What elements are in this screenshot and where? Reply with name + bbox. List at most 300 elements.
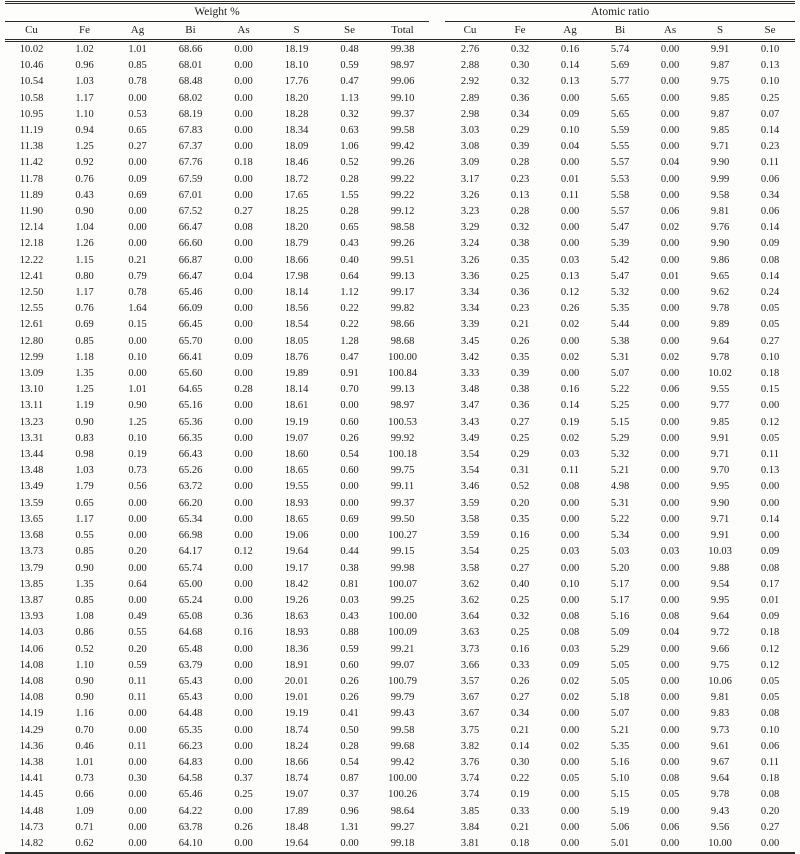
value-cell: 0.25 (510, 546, 530, 558)
value-cell: 18.24 (284, 740, 309, 752)
column-gap (429, 463, 445, 479)
value-cell: 18.14 (284, 384, 309, 396)
value-cell: 19.07 (284, 789, 309, 801)
value-cell: 0.08 (760, 708, 780, 720)
value-cell: 0.24 (760, 287, 780, 299)
value-cell: 0.13 (560, 270, 580, 282)
table-row (5, 74, 795, 90)
value-cell: 9.90 (710, 497, 730, 509)
value-cell: 100.26 (388, 789, 417, 801)
value-cell: 0.56 (128, 481, 147, 493)
table-row (5, 463, 795, 479)
value-cell: 0.55 (75, 530, 94, 542)
value-cell: 0.00 (128, 562, 147, 574)
column-gap (429, 398, 445, 414)
value-cell: 0.08 (234, 222, 253, 234)
value-cell: 3.54 (460, 546, 480, 558)
table-row (5, 204, 795, 220)
value-cell: 3.64 (460, 611, 480, 623)
value-cell: 0.00 (128, 821, 147, 833)
column-gap (429, 609, 445, 625)
value-cell: 0.09 (128, 173, 147, 185)
value-cell: 13.48 (19, 465, 44, 477)
value-cell: 0.53 (128, 108, 147, 120)
value-cell: 0.25 (510, 627, 530, 639)
value-cell: 99.22 (390, 173, 415, 185)
value-cell: 0.76 (75, 173, 94, 185)
value-cell: 66.98 (178, 530, 203, 542)
value-cell: 0.04 (660, 627, 680, 639)
table-row (5, 512, 795, 528)
value-cell: 64.65 (178, 384, 203, 396)
value-cell: 19.64 (284, 837, 309, 849)
value-cell: 3.23 (460, 206, 480, 218)
value-cell: 99.75 (390, 465, 415, 477)
col-weight-fe: Fe (58, 22, 111, 41)
value-cell: 9.75 (710, 659, 730, 671)
value-cell: 1.79 (75, 481, 94, 493)
value-cell: 0.11 (128, 692, 147, 704)
value-cell: 2.89 (460, 92, 480, 104)
value-cell: 10.06 (708, 675, 732, 687)
value-cell: 0.03 (560, 449, 580, 461)
value-cell: 18.93 (284, 497, 309, 509)
value-cell: 0.01 (660, 270, 680, 282)
value-cell: 9.87 (710, 108, 730, 120)
value-cell: 0.00 (340, 481, 359, 493)
value-cell: 1.64 (128, 303, 147, 315)
value-cell: 14.36 (19, 740, 44, 752)
value-cell: 0.02 (660, 351, 680, 363)
value-cell: 68.02 (178, 92, 203, 104)
value-cell: 0.00 (660, 513, 680, 525)
table-row (5, 561, 795, 577)
col-atomic-s: S (695, 22, 745, 41)
value-cell: 65.34 (178, 513, 203, 525)
value-cell: 0.43 (75, 189, 94, 201)
value-cell: 0.00 (560, 368, 580, 380)
value-cell: 17.65 (284, 189, 309, 201)
value-cell: 3.39 (460, 319, 480, 331)
value-cell: 3.47 (460, 400, 480, 412)
value-cell: 0.00 (560, 530, 580, 542)
value-cell: 9.66 (710, 643, 730, 655)
value-cell: 0.08 (660, 611, 680, 623)
col-atomic-as: As (645, 22, 695, 41)
value-cell: 13.79 (19, 562, 44, 574)
value-cell: 0.90 (128, 400, 147, 412)
value-cell: 1.16 (75, 708, 94, 720)
value-cell: 5.35 (610, 303, 630, 315)
value-cell: 18.20 (284, 222, 309, 234)
value-cell: 0.00 (234, 481, 253, 493)
value-cell: 0.27 (234, 206, 253, 218)
value-cell: 1.28 (340, 335, 359, 347)
value-cell: 0.26 (340, 675, 359, 687)
value-cell: 5.65 (610, 92, 630, 104)
value-cell: 66.87 (178, 254, 203, 266)
value-cell: 0.00 (234, 189, 253, 201)
value-cell: 0.00 (660, 756, 680, 768)
value-cell: 0.00 (234, 368, 253, 380)
value-cell: 0.00 (660, 497, 680, 509)
value-cell: 0.19 (128, 449, 147, 461)
table-row (5, 269, 795, 285)
value-cell: 13.73 (19, 546, 44, 558)
value-cell: 9.78 (710, 789, 730, 801)
table-row (5, 820, 795, 836)
value-cell: 19.64 (284, 546, 309, 558)
value-cell: 14.45 (19, 789, 44, 801)
column-gap (429, 22, 445, 41)
value-cell: 0.00 (660, 740, 680, 752)
value-cell: 5.05 (610, 659, 630, 671)
column-gap (429, 269, 445, 285)
value-cell: 9.56 (710, 821, 730, 833)
value-cell: 14.19 (19, 708, 44, 720)
table-row (5, 479, 795, 495)
value-cell: 0.20 (760, 805, 780, 817)
value-cell: 66.23 (178, 740, 203, 752)
value-cell: 99.82 (390, 303, 415, 315)
value-cell: 1.35 (75, 368, 94, 380)
col-weight-total: Total (376, 22, 429, 41)
value-cell: 0.69 (340, 513, 359, 525)
value-cell: 17.89 (284, 805, 309, 817)
value-cell: 5.53 (610, 173, 630, 185)
value-cell: 0.00 (560, 805, 580, 817)
value-cell: 0.21 (510, 319, 530, 331)
value-cell: 14.03 (19, 627, 44, 639)
value-cell: 65.46 (178, 287, 203, 299)
value-cell: 13.09 (19, 368, 44, 380)
value-cell: 66.41 (178, 351, 203, 363)
value-cell: 3.75 (460, 724, 480, 736)
column-gap (429, 350, 445, 366)
value-cell: 5.03 (610, 546, 630, 558)
value-cell: 13.87 (19, 594, 44, 606)
value-cell: 3.09 (460, 157, 480, 169)
value-cell: 9.81 (710, 692, 730, 704)
value-cell: 0.03 (560, 546, 580, 558)
value-cell: 5.17 (610, 594, 630, 606)
value-cell: 0.00 (234, 756, 253, 768)
value-cell: 0.00 (234, 44, 253, 55)
value-cell: 1.01 (128, 44, 147, 55)
value-cell: 3.81 (460, 837, 480, 849)
value-cell: 3.62 (460, 594, 480, 606)
value-cell: 0.08 (660, 773, 680, 785)
value-cell: 98.97 (390, 400, 415, 412)
value-cell: 0.90 (75, 675, 94, 687)
value-cell: 0.26 (340, 432, 359, 444)
value-cell: 0.04 (660, 157, 680, 169)
value-cell: 0.00 (560, 157, 580, 169)
value-cell: 5.21 (610, 724, 630, 736)
value-cell: 0.87 (340, 773, 359, 785)
value-cell: 3.08 (460, 141, 480, 153)
table-row (5, 301, 795, 317)
value-cell: 19.19 (284, 416, 309, 428)
value-cell: 0.00 (560, 497, 580, 509)
value-cell: 0.25 (510, 270, 530, 282)
value-cell: 19.55 (284, 481, 309, 493)
column-gap (429, 123, 445, 139)
value-cell: 64.58 (178, 773, 203, 785)
value-cell: 0.08 (760, 254, 780, 266)
value-cell: 0.00 (234, 92, 253, 104)
value-cell: 10.46 (19, 60, 44, 72)
value-cell: 0.16 (234, 627, 253, 639)
value-cell: 0.85 (75, 546, 94, 558)
value-cell: 3.66 (460, 659, 480, 671)
value-cell: 0.02 (560, 692, 580, 704)
value-cell: 18.10 (284, 60, 309, 72)
value-cell: 0.85 (75, 594, 94, 606)
column-gap (429, 431, 445, 447)
value-cell: 0.20 (510, 497, 530, 509)
value-cell: 19.89 (284, 368, 309, 380)
value-cell: 0.11 (128, 675, 147, 687)
value-cell: 9.70 (710, 465, 730, 477)
value-cell: 0.37 (340, 789, 359, 801)
value-cell: 0.94 (75, 125, 94, 137)
value-cell: 9.64 (710, 335, 730, 347)
table-row (5, 236, 795, 252)
table-row (5, 188, 795, 204)
table-row (5, 706, 795, 722)
value-cell: 98.97 (390, 60, 415, 72)
table-row (5, 334, 795, 350)
value-cell: 0.00 (234, 449, 253, 461)
value-cell: 99.17 (390, 287, 415, 299)
value-cell: 5.74 (610, 44, 630, 55)
value-cell: 0.26 (234, 821, 253, 833)
value-cell: 9.73 (710, 724, 730, 736)
value-cell: 99.26 (390, 238, 415, 250)
column-gap (429, 658, 445, 674)
value-cell: 0.78 (128, 287, 147, 299)
value-cell: 100.18 (388, 449, 417, 461)
value-cell: 9.81 (710, 206, 730, 218)
value-cell: 9.89 (710, 319, 730, 331)
col-weight-bi: Bi (164, 22, 217, 41)
value-cell: 0.60 (340, 465, 359, 477)
value-cell: 0.28 (340, 173, 359, 185)
value-cell: 0.26 (510, 675, 530, 687)
table-row (5, 836, 795, 853)
value-cell: 5.17 (610, 578, 630, 590)
value-cell: 65.16 (178, 400, 203, 412)
value-cell: 0.85 (75, 335, 94, 347)
value-cell: 0.12 (760, 659, 780, 671)
value-cell: 0.08 (560, 481, 580, 493)
value-cell: 9.65 (710, 270, 730, 282)
value-cell: 1.25 (128, 416, 147, 428)
value-cell: 0.00 (560, 562, 580, 574)
value-cell: 0.16 (560, 44, 580, 55)
group-header-gap (429, 3, 445, 22)
table-row (5, 528, 795, 544)
value-cell: 3.62 (460, 578, 480, 590)
value-cell: 0.59 (340, 60, 359, 72)
value-cell: 18.76 (284, 351, 309, 363)
value-cell: 0.16 (560, 384, 580, 396)
value-cell: 12.55 (19, 303, 44, 315)
column-gap (429, 155, 445, 171)
value-cell: 0.00 (128, 789, 147, 801)
value-cell: 0.00 (128, 92, 147, 104)
value-cell: 0.00 (660, 562, 680, 574)
value-cell: 0.14 (760, 125, 780, 137)
value-cell: 0.88 (340, 627, 359, 639)
value-cell: 0.00 (660, 44, 680, 55)
value-cell: 67.01 (178, 189, 203, 201)
value-cell: 98.58 (390, 222, 415, 234)
value-cell: 0.00 (560, 513, 580, 525)
value-cell: 9.62 (710, 287, 730, 299)
value-cell: 99.11 (390, 481, 415, 493)
value-cell: 0.32 (510, 76, 530, 88)
value-cell: 0.02 (560, 319, 580, 331)
column-gap (429, 204, 445, 220)
column-gap (429, 172, 445, 188)
value-cell: 0.00 (234, 141, 253, 153)
value-cell: 1.08 (75, 611, 94, 623)
value-cell: 9.91 (710, 530, 730, 542)
value-cell: 0.22 (340, 319, 359, 331)
value-cell: 66.43 (178, 449, 203, 461)
value-cell: 0.65 (128, 125, 147, 137)
value-cell: 11.38 (19, 141, 44, 153)
value-cell: 0.20 (128, 546, 147, 558)
value-cell: 0.10 (560, 125, 580, 137)
value-cell: 18.74 (284, 773, 309, 785)
value-cell: 0.02 (560, 675, 580, 687)
value-cell: 0.11 (761, 756, 780, 768)
value-cell: 99.42 (390, 756, 415, 768)
value-cell: 0.00 (660, 643, 680, 655)
table-row (5, 91, 795, 107)
value-cell: 0.35 (510, 513, 530, 525)
value-cell: 11.19 (19, 125, 44, 137)
table-row (5, 739, 795, 755)
value-cell: 9.76 (710, 222, 730, 234)
value-cell: 0.25 (510, 432, 530, 444)
value-cell: 1.19 (75, 400, 94, 412)
value-cell: 13.31 (19, 432, 44, 444)
value-cell: 5.22 (610, 384, 630, 396)
value-cell: 0.04 (234, 270, 253, 282)
value-cell: 64.22 (178, 805, 203, 817)
value-cell: 0.54 (340, 756, 359, 768)
value-cell: 99.92 (390, 432, 415, 444)
value-cell: 0.00 (660, 303, 680, 315)
value-cell: 9.54 (710, 578, 730, 590)
value-cell: 12.61 (19, 319, 44, 331)
value-cell: 0.01 (560, 173, 580, 185)
value-cell: 0.38 (510, 238, 530, 250)
value-cell: 5.55 (610, 141, 630, 153)
value-cell: 0.00 (234, 643, 253, 655)
value-cell: 5.16 (610, 611, 630, 623)
value-cell: 0.26 (340, 692, 359, 704)
value-cell: 99.10 (390, 92, 415, 104)
value-cell: 14.82 (19, 837, 44, 849)
value-cell: 0.00 (128, 222, 147, 234)
value-cell: 10.54 (19, 76, 44, 88)
column-gap (429, 236, 445, 252)
value-cell: 0.19 (510, 789, 530, 801)
value-cell: 0.08 (760, 789, 780, 801)
value-cell: 99.21 (390, 643, 415, 655)
value-cell: 99.37 (390, 108, 415, 120)
value-cell: 18.65 (284, 513, 309, 525)
value-cell: 0.27 (128, 141, 147, 153)
value-cell: 99.06 (390, 76, 415, 88)
value-cell: 13.49 (19, 481, 44, 493)
value-cell: 5.09 (610, 627, 630, 639)
value-cell: 0.37 (234, 773, 253, 785)
value-cell: 0.83 (75, 432, 94, 444)
value-cell: 9.75 (710, 76, 730, 88)
value-cell: 0.00 (234, 659, 253, 671)
value-cell: 5.69 (610, 60, 630, 72)
column-gap (429, 447, 445, 463)
value-cell: 0.10 (760, 351, 780, 363)
value-cell: 65.60 (178, 368, 203, 380)
value-cell: 5.07 (610, 708, 630, 720)
col-atomic-fe: Fe (495, 22, 545, 41)
value-cell: 0.14 (510, 740, 530, 752)
value-cell: 0.00 (234, 675, 253, 687)
value-cell: 0.32 (510, 222, 530, 234)
table-row (5, 398, 795, 414)
value-cell: 13.11 (19, 400, 44, 412)
value-cell: 17.98 (284, 270, 309, 282)
value-cell: 66.09 (178, 303, 203, 315)
value-cell: 0.73 (128, 465, 147, 477)
value-cell: 0.26 (510, 335, 530, 347)
value-cell: 0.26 (560, 303, 580, 315)
col-atomic-cu: Cu (445, 22, 495, 41)
value-cell: 9.61 (710, 740, 730, 752)
value-cell: 3.34 (460, 303, 480, 315)
value-cell: 1.01 (75, 756, 94, 768)
value-cell: 0.25 (510, 594, 530, 606)
value-cell: 0.27 (510, 416, 530, 428)
col-atomic-ag: Ag (545, 22, 595, 41)
table-row (5, 755, 795, 771)
value-cell: 0.07 (760, 108, 780, 120)
table-row (5, 317, 795, 333)
value-cell: 0.13 (760, 465, 780, 477)
value-cell: 3.29 (460, 222, 480, 234)
value-cell: 0.00 (660, 141, 680, 153)
value-cell: 1.18 (75, 351, 94, 363)
value-cell: 1.09 (75, 805, 94, 817)
value-cell: 0.18 (760, 627, 780, 639)
value-cell: 0.00 (128, 513, 147, 525)
value-cell: 0.00 (234, 805, 253, 817)
value-cell: 0.00 (660, 319, 680, 331)
table-row (5, 123, 795, 139)
value-cell: 0.30 (510, 60, 530, 72)
value-cell: 0.64 (340, 270, 359, 282)
value-cell: 3.59 (460, 497, 480, 509)
value-cell: 64.48 (178, 708, 203, 720)
value-cell: 0.00 (234, 692, 253, 704)
